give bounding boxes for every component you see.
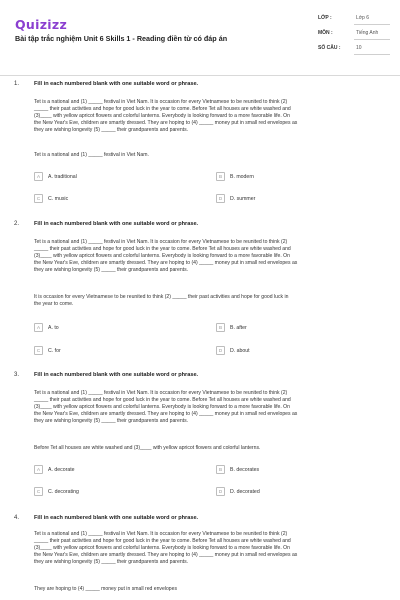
option-text: C. music — [48, 195, 69, 202]
option-d[interactable] — [216, 487, 260, 496]
option-d[interactable] — [216, 194, 255, 203]
passage-line: (3)____ with yellow apricot flowers and colorful lanterns. Everybody is looking forward to a more favorable life. On — [34, 113, 290, 119]
reading-passage — [34, 239, 389, 274]
option-letter-box: B — [216, 465, 225, 474]
stem-line: Before Tet all houses are white washed and (3)____ with yellow apricot flowers and colorful lanterns. — [34, 445, 261, 451]
option-letter-box: D — [216, 194, 225, 203]
option-letter-box: D — [216, 346, 225, 355]
option-text: A. decorate — [48, 466, 75, 473]
passage-line: _____ their past activities and hope for good luck in the year to come. Before Tet all houses are white washed and — [34, 538, 291, 544]
stem-line: Tet is a national and (1) _____ festival in Viet Nam. — [34, 152, 149, 158]
option-c[interactable] — [34, 194, 68, 203]
option-d[interactable] — [216, 346, 250, 355]
question-number: 3. — [14, 372, 20, 378]
question-prompt: Fill in each numbered blank with one suitable word or phrase. — [34, 515, 199, 521]
option-c[interactable] — [34, 346, 61, 355]
quizizz-logo: Quizizz — [15, 17, 68, 32]
option-letter-box: A — [34, 323, 43, 332]
passage-line: _____ their past activities and hope for good luck in the year to come. Before Tet all houses are white washed and — [34, 397, 291, 403]
option-letter-box: C — [34, 346, 43, 355]
grade-value: Lớp 6 — [356, 15, 370, 21]
subject-label: MÔN : — [318, 30, 333, 36]
stem-line: They are hoping to (4) _____ money put in small red envelopes — [34, 586, 177, 592]
question-stem — [34, 586, 389, 593]
option-letter-box: B — [216, 172, 225, 181]
question-prompt: Fill in each numbered blank with one suitable word or phrase. — [34, 372, 199, 378]
option-letter-box: D — [216, 487, 225, 496]
reading-passage — [34, 390, 389, 425]
passage-line: the New Year's Eve, children are smartly dressed. They are hoping to (4) _____ money put in small red envelopes as — [34, 120, 298, 126]
reading-passage — [34, 531, 389, 566]
option-text: B. modern — [230, 173, 254, 180]
option-b[interactable] — [216, 465, 259, 474]
passage-line: Tet is a national and (1) _____ festival in Viet Nam. It is occasion for every Vietnamese to be reunited to think (2) — [34, 531, 288, 537]
option-c[interactable] — [34, 487, 79, 496]
passage-line: _____ their past activities and hope for good luck in the year to come. Before Tet all houses are white washed and — [34, 246, 291, 252]
reading-passage — [34, 99, 389, 134]
option-text: C. for — [48, 347, 61, 354]
option-letter-box: A — [34, 465, 43, 474]
option-text: B. after — [230, 324, 247, 331]
option-a[interactable] — [34, 323, 59, 332]
passage-line: the New Year's Eve, children are smartly dressed. They are hoping to (4) _____ money put in small red envelopes as — [34, 260, 298, 266]
passage-line: Tet is a national and (1) _____ festival in Viet Nam. It is occasion for every Vietnamese to be reunited to think (2) — [34, 239, 288, 245]
passage-line: Tet is a national and (1) _____ festival in Viet Nam. It is occasion for every Vietnamese to be reunited to think (2) — [34, 390, 288, 396]
grade-label: LỚP : — [318, 15, 332, 21]
passage-line: the New Year's Eve, children are smartly dressed. They are hoping to (4) _____ money put in small red envelopes as — [34, 552, 298, 558]
passage-line: (3)____ with yellow apricot flowers and colorful lanterns. Everybody is looking forward to a more favorable life. On — [34, 404, 290, 410]
question-stem — [34, 294, 389, 308]
option-letter-box: C — [34, 487, 43, 496]
question-count-underline — [354, 54, 390, 55]
subject-underline — [354, 39, 390, 40]
stem-line: the year to come. — [34, 301, 74, 307]
option-letter-box: B — [216, 323, 225, 332]
worksheet-title: Bài tập trắc nghiệm Unit 6 Skills 1 - Reading điền từ có đáp án — [15, 34, 228, 43]
option-b[interactable] — [216, 323, 247, 332]
question-number: 1. — [14, 81, 20, 87]
passage-line: (3)____ with yellow apricot flowers and colorful lanterns. Everybody is looking forward to a more favorable life. On — [34, 253, 290, 259]
passage-line: the New Year's Eve, children are smartly dressed. They are hoping to (4) _____ money put in small red envelopes as — [34, 411, 298, 417]
option-text: A. to — [48, 324, 59, 331]
option-b[interactable] — [216, 172, 254, 181]
option-text: C. decorating — [48, 488, 79, 495]
option-text: B. decorates — [230, 466, 260, 473]
option-letter-box: A — [34, 172, 43, 181]
option-text: D. summer — [230, 195, 256, 202]
question-number: 4. — [14, 515, 20, 521]
grade-underline — [354, 24, 390, 25]
passage-line: Tet is a national and (1) _____ festival in Viet Nam. It is occasion for every Vietnamese to be reunited to think (2) — [34, 99, 288, 105]
question-count-value: 10 — [356, 45, 362, 51]
question-number: 2. — [14, 221, 20, 227]
header-divider — [0, 75, 400, 76]
question-stem — [34, 152, 389, 159]
passage-line: they are wishing longevity (5) _____ their grandparents and parents. — [34, 127, 189, 133]
passage-line: (3)____ with yellow apricot flowers and colorful lanterns. Everybody is looking forward to a more favorable life. On — [34, 545, 290, 551]
option-a[interactable] — [34, 465, 75, 474]
option-letter-box: C — [34, 194, 43, 203]
question-count-label: SỐ CÂU : — [318, 45, 341, 51]
passage-line: _____ their past activities and hope for good luck in the year to come. Before Tet all houses are white washed and — [34, 106, 291, 112]
option-text: D. decorated — [230, 488, 260, 495]
passage-line: they are wishing longevity (5) _____ their grandparents and parents. — [34, 559, 189, 565]
passage-line: they are wishing longevity (5) _____ their grandparents and parents. — [34, 267, 189, 273]
worksheet-header — [0, 0, 400, 66]
subject-value: Tiếng Anh — [356, 30, 379, 36]
question-prompt: Fill in each numbered blank with one suitable word or phrase. — [34, 221, 199, 227]
passage-line: they are wishing longevity (5) _____ their grandparents and parents. — [34, 418, 189, 424]
option-text: A. traditional — [48, 173, 77, 180]
option-text: D. about — [230, 347, 250, 354]
question-stem — [34, 445, 389, 452]
stem-line: It is occasion for every Vietnamese to be reunited to think (2) _____ their past activities and hope for good luck in — [34, 294, 289, 300]
question-prompt: Fill in each numbered blank with one suitable word or phrase. — [34, 81, 199, 87]
option-a[interactable] — [34, 172, 77, 181]
